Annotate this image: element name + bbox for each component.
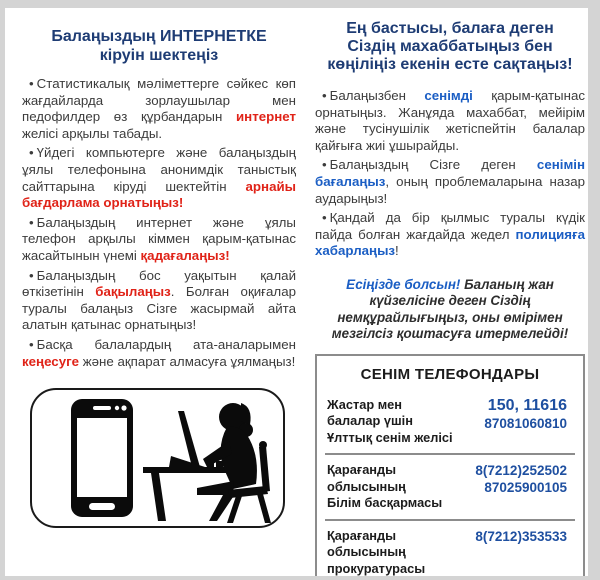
label-line: Білім басқармасы bbox=[327, 495, 443, 511]
highlight-red: интернет bbox=[236, 109, 296, 125]
left-bullet-3 bbox=[22, 215, 296, 265]
table-separator bbox=[325, 519, 575, 521]
bullet-icon: • bbox=[322, 157, 327, 173]
bullet-text: желісі арқылы табады. bbox=[22, 125, 163, 141]
left-bullet-2 bbox=[22, 145, 296, 211]
left-title-line-2: кіруін шектеңіз bbox=[99, 46, 219, 64]
bullet-text: ! bbox=[395, 243, 399, 259]
right-bullet-3 bbox=[315, 210, 585, 260]
helpline-numbers bbox=[475, 462, 567, 512]
phone-and-computer-illustration bbox=[33, 391, 282, 525]
left-title-line-1: Балаңыздың ИНТЕРНЕТКЕ bbox=[51, 28, 267, 45]
helpline-label bbox=[327, 528, 425, 576]
reminder-body: Баланың жан күйзелісіне деген Сіздің немқұрайлығыңыз, оны өмірімен мезгілсіз қоштасуға итермелейді! bbox=[331, 276, 569, 342]
phone-number: 150, 11616 bbox=[487, 396, 567, 414]
helpline-label bbox=[327, 397, 453, 447]
bullet-text: Қандай да бір қылмыс туралы күдік пайда болған жағдайда жедел bbox=[315, 210, 585, 242]
left-column bbox=[22, 20, 296, 576]
bullet-text: Статистикалық мәліметтерге сәйкес көп жағдайларда зорлаушылар мен педофилдер өз құрбандарын bbox=[22, 76, 296, 125]
illustration-box bbox=[30, 388, 285, 528]
smartphone-icon bbox=[71, 399, 133, 517]
helpline-numbers bbox=[475, 528, 567, 576]
bullet-icon: • bbox=[322, 210, 327, 226]
bullet-icon: • bbox=[322, 88, 327, 103]
bullet-text: , оның проблемаларына назар аударыңыз! bbox=[315, 173, 585, 206]
bullet-icon: • bbox=[29, 267, 34, 283]
bullet-text: Үйдегі компьютерге және балаңыздың ұялы телефонына анонимдік таныстық сайттарына кіруді шектейтін bbox=[22, 145, 296, 194]
left-bullet-4 bbox=[22, 268, 296, 334]
label-line: Жастар мен bbox=[327, 396, 403, 412]
label-line: Ұлттық сенім желісі bbox=[327, 429, 453, 445]
helpline-label bbox=[327, 462, 442, 512]
right-title bbox=[315, 20, 585, 74]
highlight-red: қадағалаңыз! bbox=[140, 247, 230, 263]
left-bullet-5 bbox=[22, 337, 296, 370]
helpline-table-title: СЕНІМ ТЕЛЕФОНДАРЫ bbox=[360, 365, 540, 383]
right-bullet-2 bbox=[315, 157, 585, 207]
label-line: балалар үшін bbox=[327, 413, 413, 429]
highlight-blue: сенімін бағалаңыз bbox=[315, 157, 585, 189]
label-line: облысының bbox=[327, 544, 406, 560]
highlight-blue: сенімді bbox=[424, 88, 473, 103]
highlight-red: кеңесуге bbox=[22, 353, 80, 369]
label-line: Қарағанды bbox=[327, 527, 397, 543]
phone-number: 8(7212)252502 bbox=[475, 463, 567, 479]
leaflet-page bbox=[5, 8, 588, 576]
bullet-text: . Болған оқиғалар туралы балаңыз Сізге жасырмай айта алатын қатынас орнатыңыз! bbox=[22, 284, 296, 333]
bullet-text: Балаңыздың интернет және ұялы телефон арқылы кіммен қарым-қатынас жасайтынын үнемі bbox=[22, 214, 296, 263]
label-line: прокуратурасы bbox=[327, 560, 426, 576]
bullet-icon: • bbox=[29, 145, 34, 161]
helpline-table bbox=[315, 354, 585, 576]
bullet-text: және ақпарат алмасуға ұялмаңыз! bbox=[79, 353, 296, 369]
right-title-line-3: көңіліңіз екенін есте сақтаңыз! bbox=[327, 56, 573, 73]
bullet-text: қарым-қатынас орнатыңыз. Жанұяда махаббат, мейірім және тусінушілік жетіспейтін балалар қайғыға жиі ұшырайды. bbox=[315, 88, 585, 153]
highlight-blue: полицияға хабарлаңыз bbox=[315, 226, 585, 259]
person-at-computer-silhouette bbox=[143, 403, 271, 523]
right-bullet-1 bbox=[315, 88, 585, 154]
left-bullet-1 bbox=[22, 76, 296, 142]
helpline-numbers bbox=[484, 397, 567, 447]
right-title-line-1: Ең бастысы, балаға деген bbox=[346, 20, 554, 37]
bullet-icon: • bbox=[29, 76, 34, 91]
helpline-row-prosecutor bbox=[317, 523, 583, 576]
bullet-text: Балаңыздың бос уақытын қалай өткізетінін bbox=[22, 267, 296, 300]
right-title-line-2: Сіздің махаббатыңыз бен bbox=[347, 38, 553, 55]
right-column bbox=[315, 20, 585, 576]
reminder-lead: Есіңізде болсын! bbox=[346, 276, 461, 292]
label-line: облысының bbox=[327, 478, 406, 494]
highlight-red: бақылаңыз bbox=[95, 284, 171, 300]
helpline-row-education bbox=[317, 457, 583, 517]
bullet-icon: • bbox=[29, 214, 34, 230]
helpline-row-national bbox=[317, 392, 583, 452]
bullet-text: Балаңыздың Сізге деген bbox=[329, 157, 537, 173]
bullet-text: Балаңызбен bbox=[329, 88, 425, 103]
bullet-icon: • bbox=[29, 336, 34, 352]
left-title bbox=[22, 28, 296, 65]
reminder-note bbox=[321, 277, 579, 343]
highlight-red: арнайы бағдарлама орнатыңыз! bbox=[22, 178, 296, 211]
phone-number: 87025900105 bbox=[484, 480, 567, 496]
phone-number: 8(7212)353533 bbox=[475, 528, 567, 544]
table-separator bbox=[325, 453, 575, 455]
phone-number: 87081060810 bbox=[484, 415, 567, 431]
bullet-text: Басқа балалардың ата-аналарымен bbox=[36, 336, 296, 352]
label-line: Қарағанды bbox=[327, 462, 397, 478]
